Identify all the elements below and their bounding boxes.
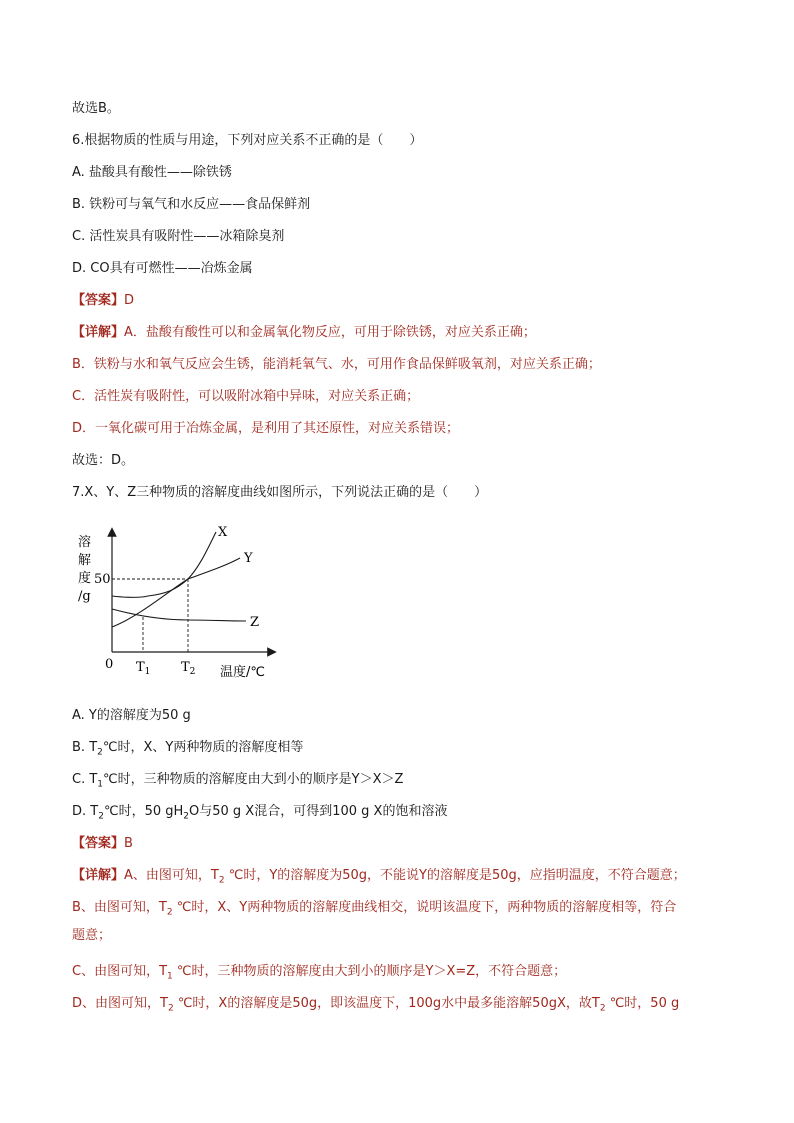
question-6-option-d: D. CO具有可燃性——冶炼金属 xyxy=(72,261,253,276)
question-6-detail-c: C．活性炭有吸附性，可以吸附冰箱中异味，对应关系正确； xyxy=(72,389,420,404)
question-7-detail-c xyxy=(72,963,566,986)
question-6-answer xyxy=(72,292,134,310)
detail-text: A、由图可知，T xyxy=(124,868,219,883)
question-7-option-d xyxy=(72,803,447,826)
option-text-mid: ℃时，50 gH xyxy=(103,804,184,819)
option-text: O与50 g X混合，可得到100 g X的饱和溶液 xyxy=(189,804,448,819)
t1-subscript: 1 xyxy=(144,667,151,677)
detail-text: D、由图可知，T xyxy=(72,996,168,1011)
question-6-option-a: A. 盐酸具有酸性——除铁锈 xyxy=(72,165,232,180)
temp-subscript: 1 xyxy=(97,779,104,790)
question-7-detail-b-cont: 题意； xyxy=(72,928,112,943)
curve-y xyxy=(112,558,240,627)
detail-text-rest: ℃时，50 g xyxy=(605,996,680,1011)
question-6-stem: 6.根据物质的性质与用途，下列对应关系不正确的是（ ） xyxy=(72,133,423,148)
temp-subscript: 2 xyxy=(218,875,225,886)
question-7-answer xyxy=(72,835,133,853)
question-7-detail-a xyxy=(72,867,686,890)
t2-letter: T xyxy=(181,660,190,675)
detail-text-rest: ℃时，X、Y两种物质的溶解度曲线相交，说明该温度下，两种物质的溶解度相等，符合 xyxy=(172,900,677,915)
question-6-conclusion: 故选：D。 xyxy=(72,453,135,468)
answer-tag: 【答案】 xyxy=(72,293,125,308)
question-6-detail-d: D．一氧化碳可用于冶炼金属，是利用了其还原性，对应关系错误； xyxy=(72,421,460,436)
detail-text: A．盐酸有酸性可以和金属氧化物反应，可用于除铁锈，对应关系正确； xyxy=(124,325,536,340)
solubility-curve-diagram xyxy=(70,520,280,685)
answer-tag: 【答案】 xyxy=(72,836,125,851)
formula-subscript: 2 xyxy=(183,811,190,822)
prev-conclusion: 故选B。 xyxy=(72,101,120,116)
detail-text: C、由图可知，T xyxy=(72,964,168,979)
y-tick-50: 50 xyxy=(94,572,111,587)
question-6-option-c: C. 活性炭具有吸附性——冰箱除臭剂 xyxy=(72,229,285,244)
option-prefix: B. xyxy=(72,740,90,755)
curve-y-label: Y xyxy=(244,551,253,566)
temp-subscript-2: 2 xyxy=(599,1003,606,1014)
t1-label xyxy=(136,660,150,677)
temp-letter: T xyxy=(90,804,99,819)
detail-text-rest: ℃时，Y的溶解度为50g，不能说Y的溶解度是50g，应指明温度，不符合题意； xyxy=(224,868,686,883)
question-7-option-a: A. Y的溶解度为50 g xyxy=(72,708,191,723)
y-label-3: 度 xyxy=(78,571,92,586)
curve-x xyxy=(112,532,216,598)
y-label-2: 解 xyxy=(78,553,92,568)
answer-value: D xyxy=(124,293,135,308)
question-6-detail-a xyxy=(72,324,536,342)
question-6-detail-b: B．铁粉与水和氧气反应会生锈，能消耗氧气、水，可用作食品保鲜吸氧剂，对应关系正确； xyxy=(72,357,601,372)
detail-text: B、由图可知，T xyxy=(72,900,167,915)
option-text: ℃时，三种物质的溶解度由大到小的顺序是Y＞X＞Z xyxy=(103,772,404,787)
origin-label: 0 xyxy=(105,657,114,672)
question-7-detail-d xyxy=(72,995,679,1018)
curve-z xyxy=(112,609,246,621)
x-axis-label: 温度/℃ xyxy=(220,665,265,680)
temp-subscript: 2 xyxy=(167,1003,174,1014)
temp-letter: T xyxy=(89,772,98,787)
y-label-1: 溶 xyxy=(78,535,92,550)
question-7-option-c xyxy=(72,771,403,794)
option-prefix: D. xyxy=(72,804,91,819)
detail-text-rest: ℃时，三种物质的溶解度由大到小的顺序是Y＞X=Z，不符合题意； xyxy=(172,964,567,979)
curve-z-label: Z xyxy=(250,615,260,630)
detail-tag: 【详解】 xyxy=(72,325,125,340)
question-6-option-b: B. 铁粉可与氧气和水反应——食品保鲜剂 xyxy=(72,197,311,212)
question-7-stem: 7.X、Y、Z三种物质的溶解度曲线如图所示，下列说法正确的是（ ） xyxy=(72,485,488,500)
question-7-detail-b xyxy=(72,899,676,922)
answer-value: B xyxy=(124,836,133,851)
temp-subscript: 1 xyxy=(167,971,173,982)
temp-letter: T xyxy=(89,740,98,755)
temp-subscript: 2 xyxy=(166,907,173,918)
question-7-option-b xyxy=(72,739,303,762)
solubility-curve-svg xyxy=(70,520,280,685)
curve-x-label: X xyxy=(218,525,228,540)
detail-tag: 【详解】 xyxy=(72,868,125,883)
t1-letter: T xyxy=(136,660,145,675)
option-prefix: C. xyxy=(72,772,90,787)
t2-label xyxy=(181,660,195,677)
option-text: ℃时，X、Y两种物质的溶解度相等 xyxy=(102,740,304,755)
y-label-unit: /g xyxy=(78,589,91,604)
temp-subscript: 2 xyxy=(97,747,103,758)
t2-subscript: 2 xyxy=(189,667,196,677)
temp-subscript: 2 xyxy=(98,811,104,822)
detail-text-mid: ℃时，X的溶解度是50g，即该温度下，100g水中最多能溶解50gX，故T xyxy=(173,996,600,1011)
